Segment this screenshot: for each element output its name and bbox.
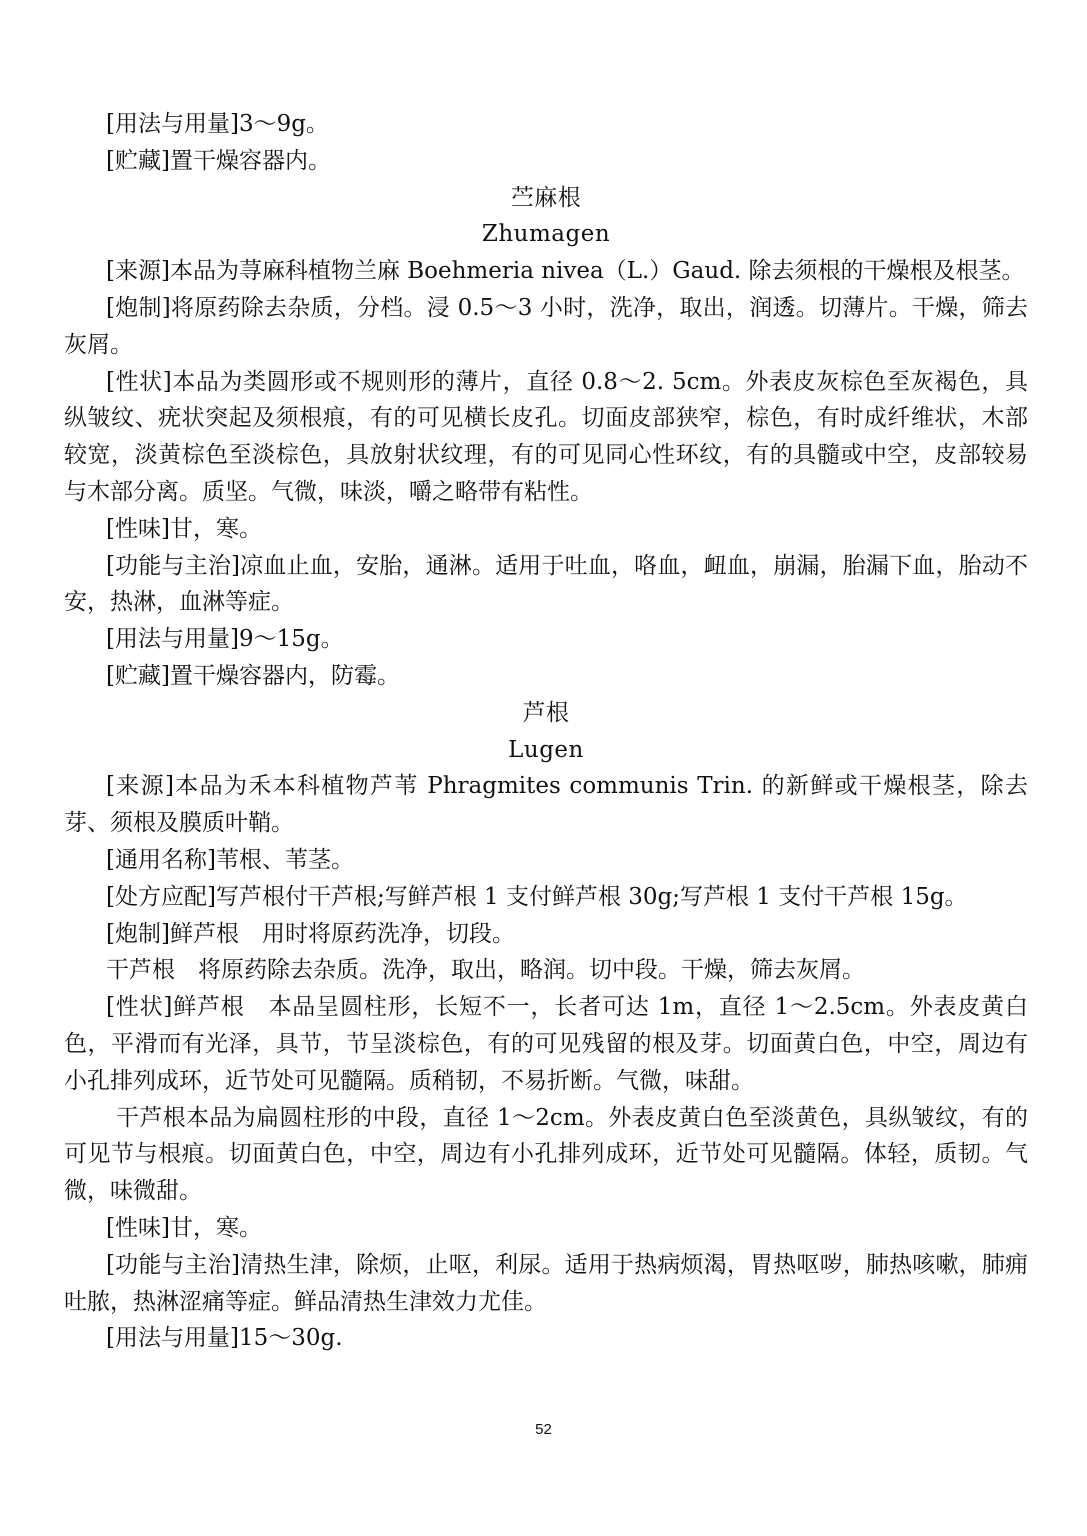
paragraph-nature-taste: [性味]甘，寒。 bbox=[106, 515, 262, 542]
paragraph-functions-indications: [功能与主治]凉血止血，安胎，通淋。适用于吐血，咯血，衄血，崩漏，胎漏下血，胎动不安，热淋，血淋等症。 bbox=[64, 552, 1028, 616]
paragraph-usage-dosage: [用法与用量]3～9g。 bbox=[106, 111, 329, 137]
paragraph-processing: [炮制]鲜芦根 用时将原药洗净，切段。 bbox=[106, 920, 515, 947]
paragraph-storage: [贮藏]置干燥容器内。 bbox=[106, 147, 331, 174]
entry-pinyin-zhumagen: Zhumagen bbox=[481, 221, 611, 248]
paragraph-characteristics: [性状]本品为类圆形或不规则形的薄片，直径 0.8～2. 5cm。外表皮灰棕色至灰褐色，具纵皱纹、疣状突起及须根痕，有的可见横长皮孔。切面皮部狭窄，棕色，有时成纤维状，木部较宽，淡黄棕色至淡棕色，具放射状纹理，有的可见同心性环纹，有的具髓或中空，皮部较易与木部分离。质坚。气微，味淡，嚼之略带有粘性。 bbox=[64, 368, 1028, 505]
paragraph-functions-indications: [功能与主治]清热生津，除烦，止呕，利尿。适用于热病烦渴，胃热呕哕，肺热咳嗽，肺痈吐脓，热淋涩痛等症。鲜品清热生津效力尤佳。 bbox=[64, 1251, 1028, 1315]
paragraph-usage-dosage: [用法与用量]15～30g. bbox=[106, 1325, 343, 1352]
paragraph-processing: [炮制]将原药除去杂质，分档。浸 0.5～3 小时，洗净，取出，润透。切薄片。干燥，筛去灰屑。 bbox=[64, 294, 1028, 358]
paragraph-common-names: [通用名称]苇根、苇茎。 bbox=[106, 846, 354, 873]
paragraph-nature-taste: [性味]甘，寒。 bbox=[106, 1214, 262, 1241]
entry-title-zhumagen: 苎麻根 bbox=[510, 184, 582, 211]
paragraph-usage-dosage: [用法与用量]9～15g。 bbox=[106, 626, 344, 653]
document-body bbox=[64, 106, 1028, 1357]
paragraph-prescription: [处方应配]写芦根付干芦根;写鲜芦根 1 支付鲜芦根 30g;写芦根 1 支付干芦根 15g。 bbox=[106, 883, 968, 910]
paragraph-characteristics: [性状]鲜芦根 本品呈圆柱形，长短不一，长者可达 1m，直径 1～2.5cm。外表皮黄白色，平滑而有光泽，具节，节呈淡棕色，有的可见残留的根及芽。切面黄白色，中空，周边有小孔排列成环，近节处可见髓隔。质稍韧，不易折断。气微，味甜。 bbox=[64, 994, 1028, 1094]
paragraph-source: [来源]本品为荨麻科植物兰麻 Boehmeria nivea（L.）Gaud. 除去须根的干燥根及根茎。 bbox=[106, 258, 1025, 285]
paragraph-processing-dry: 干芦根 将原药除去杂质。洗净，取出，略润。切中段。干燥，筛去灰屑。 bbox=[106, 957, 865, 984]
page-number: 52 bbox=[535, 1421, 552, 1438]
entry-pinyin-lugen: Lugen bbox=[508, 736, 584, 763]
paragraph-storage: [贮藏]置干燥容器内，防霉。 bbox=[106, 662, 400, 689]
entry-title-lugen: 芦根 bbox=[522, 699, 570, 726]
paragraph-source: [来源]本品为禾本科植物芦苇 Phragmites communis Trin. 的新鲜或干燥根茎，除去芽、须根及膜质叶鞘。 bbox=[64, 773, 1028, 837]
paragraph-characteristics-dry: 干芦根本品为扁圆柱形的中段，直径 1～2cm。外表皮黄白色至淡黄色，具纵皱纹，有的可见节与根痕。切面黄白色，中空，周边有小孔排列成环，近节处可见髓隔。体轻，质韧。气微，味微甜。 bbox=[64, 1104, 1028, 1205]
